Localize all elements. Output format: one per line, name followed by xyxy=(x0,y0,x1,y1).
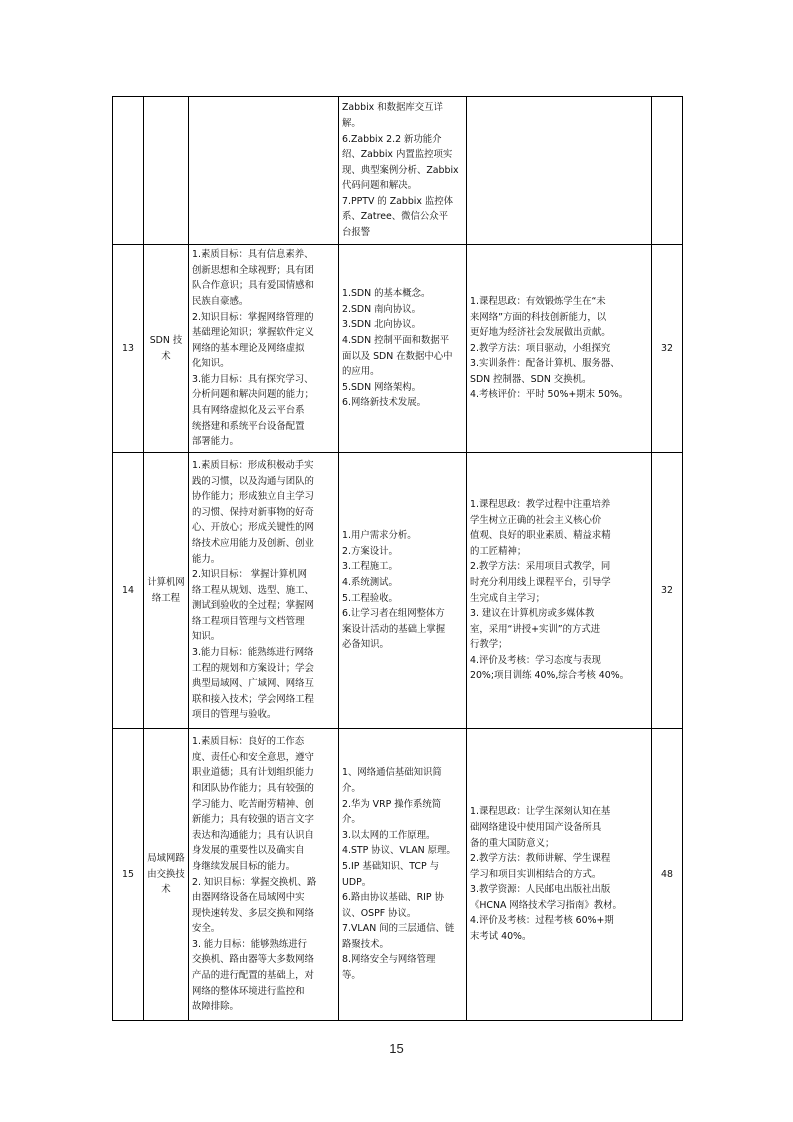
text-line: 1.课程思政：教学过程中注重培养 xyxy=(470,498,611,510)
text-line: 3.能力目标：能熟练进行网络 xyxy=(192,647,314,659)
text-line: 等。 xyxy=(342,970,361,982)
course-contents xyxy=(339,245,467,453)
text-line: 身继续发展目标的能力。 xyxy=(192,860,296,872)
text-line: 和团队协作能力；具有较强的 xyxy=(192,782,314,794)
course-goals xyxy=(189,245,339,453)
text-line: 2.教学方法：教师讲解、学生课程 xyxy=(470,853,611,865)
text-line: 绍、Zabbix 内置监控项实 xyxy=(342,149,453,161)
text-line: 6.路由协议基础、RIP 协 xyxy=(342,892,444,904)
text-line: 3.SDN 北向协议。 xyxy=(342,319,421,331)
text-line: 络工程从规划、选型、施工、 xyxy=(192,584,314,596)
text-line: 的应用。 xyxy=(342,366,380,378)
course-name: SDN 技术 xyxy=(144,245,189,453)
text-line: 2.教学方法：项目驱动，小组探究 xyxy=(470,342,611,354)
text-line: 职业道德；具有计划组织能力 xyxy=(192,767,314,779)
text-line: 面以及 SDN 在数据中心中 xyxy=(342,350,453,362)
text-line: Zabbix 和数据库交互详 xyxy=(342,102,443,114)
text-line: 3.能力目标：具有探究学习、 xyxy=(192,373,314,385)
text-line: 分析问题和解决问题的能力； xyxy=(192,389,314,401)
text-line: 6.网络新技术发展。 xyxy=(342,397,426,409)
text-line: 学习能力、吃苦耐劳精神、创 xyxy=(192,798,314,810)
text-line: 7.PPTV 的 Zabbix 监控体 xyxy=(342,195,454,207)
text-line: 解。 xyxy=(342,117,361,129)
course-goals xyxy=(189,97,339,245)
teaching-methods xyxy=(467,97,652,245)
table-row xyxy=(113,97,683,245)
text-line: 联和接入技术；学会网络工程 xyxy=(192,693,314,705)
course-name xyxy=(144,97,189,245)
text-line: 网络的整体环境进行监控和 xyxy=(192,985,305,997)
text-line: SDN 控制器、SDN 交换机。 xyxy=(470,373,592,385)
text-line: 2.知识目标：掌握网络管理的 xyxy=(192,311,314,323)
text-line: 表达和沟通能力；具有认识自 xyxy=(192,829,314,841)
text-line: 1.课程思政：有效锻炼学生在“未 xyxy=(470,295,606,307)
text-line: 民族自豪感。 xyxy=(192,295,249,307)
text-line: 8.网络安全与网络管理 xyxy=(342,954,436,966)
course-name: 计算机网络工程 xyxy=(144,453,189,729)
text-line: 20%;项目训练 40%,综合考核 40%。 xyxy=(470,670,629,682)
text-line: 4.SDN 控制平面和数据平 xyxy=(342,334,450,346)
text-line: 介。 xyxy=(342,782,361,794)
text-line: 1.素质目标：良好的工作态 xyxy=(192,736,305,748)
curriculum-table-body xyxy=(113,97,683,1021)
text-line: 5.工程验收。 xyxy=(342,592,398,604)
text-line: 3. 建议在计算机房或多媒体教 xyxy=(470,608,595,620)
text-line: 时充分利用线上课程平台，引导学 xyxy=(470,576,611,588)
text-line: 的工匠精神； xyxy=(470,545,527,557)
text-line: 7.VLAN 间的三层通信、链 xyxy=(342,923,455,935)
text-line: 1.用户需求分析。 xyxy=(342,530,417,542)
teaching-methods xyxy=(467,729,652,1021)
text-line: 现快速转发、多层交换和网络 xyxy=(192,907,314,919)
course-hours xyxy=(652,97,683,245)
text-line: 产品的进行配置的基础上，对 xyxy=(192,970,314,982)
text-line: 的习惯、保持对新事物的好奇 xyxy=(192,506,314,518)
text-line: 4.考核评价：平时 50%+期末 50%。 xyxy=(470,389,629,401)
course-hours: 32 xyxy=(652,453,683,729)
text-line: 践的习惯，以及沟通与团队的 xyxy=(192,475,314,487)
text-line: 案设计活动的基础上掌握 xyxy=(342,623,446,635)
course-name: 局域网路由交换技术 xyxy=(144,729,189,1021)
text-line: 系、Zatree、微信公众平 xyxy=(342,211,449,223)
text-line: 协作能力；形成独立自主学习 xyxy=(192,491,314,503)
text-line: 4.评价及考核：过程考核 60%+期 xyxy=(470,915,614,927)
text-line: 3.实训条件：配备计算机、服务器、 xyxy=(470,358,620,370)
table-row xyxy=(113,453,683,729)
text-line: 3.工程施工。 xyxy=(342,561,398,573)
text-line: 典型局域网、广域网、网络互 xyxy=(192,678,314,690)
table-row xyxy=(113,245,683,453)
text-line: 安全。 xyxy=(192,923,221,935)
text-line: 1.素质目标：具有信息素养、 xyxy=(192,249,314,261)
course-goals xyxy=(189,729,339,1021)
text-line: 路聚技术。 xyxy=(342,938,389,950)
text-line: 来网络”方面的科技创新能力，以 xyxy=(470,311,607,323)
course-goals xyxy=(189,453,339,729)
text-line: 心、开放心；形成关键性的网 xyxy=(192,522,314,534)
text-line: 3.教学资源：人民邮电出版社出版 xyxy=(470,884,611,896)
text-line: 故障排除。 xyxy=(192,1001,239,1013)
text-line: 化知识。 xyxy=(192,358,230,370)
text-line: 统搭建和系统平台设备配置 xyxy=(192,420,305,432)
text-line: 4.系统测试。 xyxy=(342,576,398,588)
text-line: 必备知识。 xyxy=(342,639,389,651)
text-line: 工程的规划和方案设计；学会 xyxy=(192,662,314,674)
text-line: UDP。 xyxy=(342,876,372,888)
text-line: 2.知识目标： 掌握计算机网 xyxy=(192,569,308,581)
text-line: 代码问题和解决。 xyxy=(342,180,418,192)
text-line: 1、网络通信基础知识简 xyxy=(342,767,442,779)
text-line: 《HCNA 网络技术学习指南》教材。 xyxy=(470,899,622,911)
text-line: 新能力；具有较强的语言文字 xyxy=(192,814,314,826)
text-line: 5.IP 基础知识、TCP 与 xyxy=(342,860,439,872)
text-line: 学生树立正确的社会主义核心价 xyxy=(470,514,602,526)
text-line: 学习和项目实训相结合的方式。 xyxy=(470,868,602,880)
text-line: 末考试 40%。 xyxy=(470,931,532,943)
text-line: 创新思想和全球视野；具有团 xyxy=(192,264,314,276)
text-line: 部署能力。 xyxy=(192,436,239,448)
text-line: 3.以太网的工作原理。 xyxy=(342,829,436,841)
text-line: 介。 xyxy=(342,814,361,826)
text-line: 交换机、路由器等大多数网络 xyxy=(192,954,314,966)
text-line: 2.教学方法：采用项目式教学，同 xyxy=(470,561,611,573)
text-line: 议、OSPF 协议。 xyxy=(342,907,417,919)
course-number: 13 xyxy=(113,245,144,453)
text-line: 基础理论知识；掌握软件定义 xyxy=(192,327,314,339)
text-line: 备的重大国防意义； xyxy=(470,837,555,849)
curriculum-table xyxy=(112,96,683,1021)
text-line: 室，采用“讲授+实训”的方式进 xyxy=(470,623,601,635)
text-line: 现、典型案例分析、Zabbix xyxy=(342,164,459,176)
teaching-methods xyxy=(467,245,652,453)
teaching-methods xyxy=(467,453,652,729)
text-line: 测试到验收的全过程；掌握网 xyxy=(192,600,314,612)
course-hours: 32 xyxy=(652,245,683,453)
text-line: 4.评价及考核：学习态度与表现 xyxy=(470,654,601,666)
course-contents xyxy=(339,453,467,729)
course-contents xyxy=(339,729,467,1021)
text-line: 6.让学习者在组网整体方 xyxy=(342,608,445,620)
text-line: 更好地为经济社会发展做出贡献。 xyxy=(470,327,611,339)
text-line: 由器网络设备在局域网中实 xyxy=(192,892,305,904)
text-line: 度、责任心和安全意思，遵守 xyxy=(192,751,314,763)
table-row xyxy=(113,729,683,1021)
text-line: 值观、良好的职业素质、精益求精 xyxy=(470,530,611,542)
text-line: 身发展的重要性以及确实自 xyxy=(192,845,305,857)
text-line: 1.素质目标：形成积极动手实 xyxy=(192,459,314,471)
course-number: 15 xyxy=(113,729,144,1021)
text-line: 础网络建设中使用国产设备所具 xyxy=(470,821,602,833)
text-line: 5.SDN 网络架构。 xyxy=(342,381,421,393)
course-hours: 48 xyxy=(652,729,683,1021)
text-line: 2.SDN 南向协议。 xyxy=(342,303,421,315)
text-line: 2. 知识目标：掌握交换机、路 xyxy=(192,876,317,888)
text-line: 能力。 xyxy=(192,553,221,565)
text-line: 6.Zabbix 2.2 新功能介 xyxy=(342,133,442,145)
text-line: 台报警 xyxy=(342,227,371,239)
text-line: 络技术应用能力及创新、创业 xyxy=(192,537,314,549)
text-line: 项目的管理与验收。 xyxy=(192,709,277,721)
text-line: 具有网络虚拟化及云平台系 xyxy=(192,405,305,417)
course-number xyxy=(113,97,144,245)
text-line: 行教学； xyxy=(470,639,508,651)
text-line: 知识。 xyxy=(192,631,221,643)
text-line: 生完成自主学习； xyxy=(470,592,546,604)
page-number: 15 xyxy=(389,1041,404,1056)
text-line: 队合作意识；具有爱国情感和 xyxy=(192,280,314,292)
text-line: 4.STP 协议、VLAN 原理。 xyxy=(342,845,456,857)
text-line: 2.方案设计。 xyxy=(342,545,398,557)
text-line: 1.SDN 的基本概念。 xyxy=(342,288,431,300)
course-number: 14 xyxy=(113,453,144,729)
text-line: 3. 能力目标：能够熟练进行 xyxy=(192,938,308,950)
text-line: 网络的基本理论及网络虚拟 xyxy=(192,342,305,354)
text-line: 1.课程思政：让学生深刻认知在基 xyxy=(470,806,611,818)
text-line: 2.华为 VRP 操作系统简 xyxy=(342,798,442,810)
text-line: 络工程项目管理与文档管理 xyxy=(192,615,305,627)
course-contents xyxy=(339,97,467,245)
